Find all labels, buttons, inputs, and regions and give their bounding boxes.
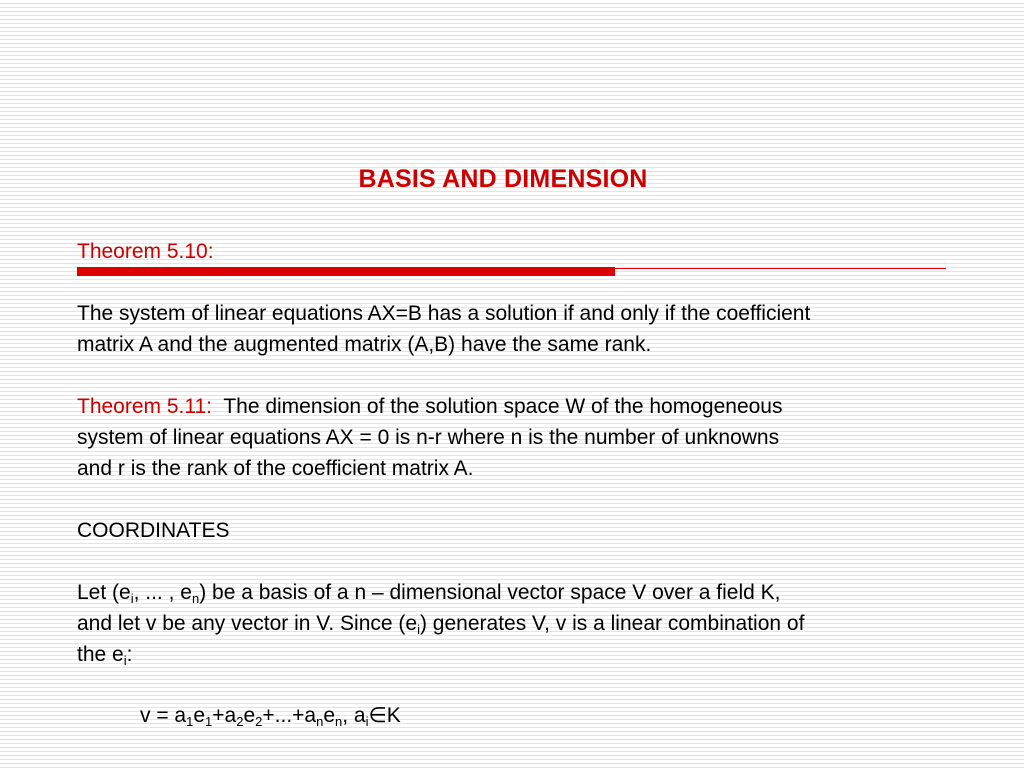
theorem-5-10-text	[77, 298, 977, 360]
formula-subscript: 1	[205, 714, 213, 729]
formula-run: ∈K	[368, 704, 401, 727]
text-run: :	[126, 643, 133, 666]
formula-run: v = a	[140, 704, 187, 727]
formula-run: +a	[212, 704, 237, 727]
subscript: n	[191, 591, 200, 606]
theorem-5-10-line-2: matrix A and the augmented matrix (A,B) have the same rank.	[77, 333, 652, 356]
formula-run: e	[243, 704, 256, 727]
title-rule-thick	[77, 267, 615, 276]
formula-run: e	[323, 704, 336, 727]
text-run: the e	[77, 643, 124, 666]
coordinates-line-2	[77, 608, 977, 639]
coordinates-heading: COORDINATES	[77, 519, 230, 542]
coordinates-line-3	[77, 639, 977, 670]
text-run: ) be a basis of a n – dimensional vector space V over a field K,	[199, 581, 781, 604]
text-run: Let (e	[77, 581, 131, 604]
text-run: ) generates V, v is a linear combination of	[419, 612, 805, 635]
formula-run: e	[193, 704, 206, 727]
coordinates-text	[77, 577, 977, 670]
linear-combination-formula	[140, 700, 401, 731]
text-run: , ... , e	[133, 581, 192, 604]
theorem-5-11-line-3: and r is the rank of the coefficient matrix A.	[77, 457, 474, 480]
slide-title: BASIS AND DIMENSION	[358, 165, 648, 193]
formula-subscript: 1	[186, 714, 194, 729]
theorem-5-11-line-2: system of linear equations AX = 0 is n-r where n is the number of unknowns	[77, 426, 780, 449]
formula-subscript: 2	[255, 714, 263, 729]
subscript: i	[130, 591, 134, 606]
formula-run: , a	[342, 704, 366, 727]
theorem-5-11-text	[77, 391, 977, 484]
formula-subscript: i	[365, 714, 369, 729]
coordinates-line-1	[77, 577, 977, 608]
formula-subscript: 2	[236, 714, 244, 729]
subscript: i	[123, 653, 127, 668]
subscript: i	[417, 622, 420, 637]
theorem-5-11-line-1-text: The dimension of the solution space W of the homogeneous	[223, 395, 783, 418]
formula-subscript: n	[335, 714, 343, 729]
formula-run: +...+a	[262, 704, 317, 727]
formula-subscript: n	[316, 714, 324, 729]
theorem-5-10-label: Theorem 5.10:	[77, 240, 214, 263]
title-rule-thin	[615, 268, 946, 269]
theorem-5-11-line-1	[77, 391, 977, 422]
theorem-5-11-label: Theorem 5.11:	[77, 395, 213, 418]
theorem-5-10-line-1: The system of linear equations AX=B has a solution if and only if the coefficient	[77, 302, 811, 325]
text-run: and let v be any vector in V. Since (e	[77, 612, 418, 635]
